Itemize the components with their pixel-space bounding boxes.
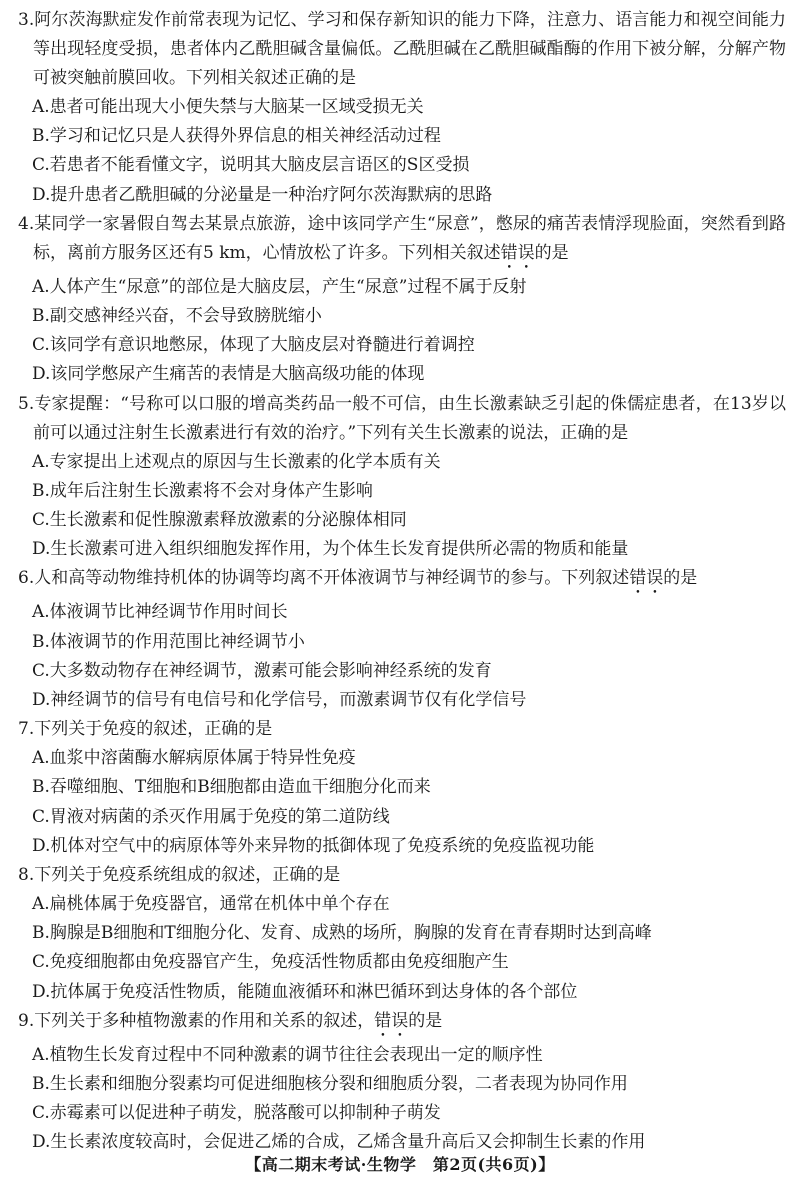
question-stem: 4.某同学一家暑假自驾去某景点旅游，途中该同学产生“尿意”，憋尿的痛苦表情浮现脸面，突然看到路标，离前方服务区还有5 km，心情放松了许多。下列相关叙述错误的是: [18, 213, 786, 263]
option-c: C.大多数动物存在神经调节，激素可能会影响神经系统的发育: [32, 660, 492, 681]
option-c: C.若患者不能看懂文字，说明其大脑皮层言语区的S区受损: [32, 155, 470, 176]
question-6: [18, 564, 786, 715]
option-c: C.胃液对病菌的杀灭作用属于免疫的第二道防线: [32, 806, 390, 827]
option-c: C.该同学有意识地憋尿，体现了大脑皮层对脊髓进行着调控: [32, 335, 475, 356]
question-stem: 9.下列关于多种植物激素的作用和关系的叙述，错误的是: [18, 1010, 443, 1031]
option-b: B.吞噬细胞、T细胞和B细胞都由造血干细胞分化而来: [32, 777, 431, 798]
option-c: C.赤霉素可以促进种子萌发，脱落酸可以抑制种子萌发: [32, 1103, 441, 1124]
option-a: A.血浆中溶菌酶水解病原体属于特异性免疫: [32, 748, 356, 769]
option-b: B.生长素和细胞分裂素均可促进细胞核分裂和细胞质分裂，二者表现为协同作用: [32, 1074, 628, 1095]
option-b: B.胸腺是B细胞和T细胞分化、发育、成熟的场所，胸腺的发育在青春期时达到高峰: [32, 923, 652, 944]
option-d: D.抗体属于免疫活性物质，能随血液循环和淋巴循环到达身体的各个部位: [32, 981, 578, 1002]
emphasis-text: 错误: [374, 1010, 409, 1031]
question-7: [18, 715, 786, 861]
emphasis-text: 错误: [500, 242, 535, 263]
question-8: [18, 861, 786, 1007]
option-b: B.学习和记忆只是人获得外界信息的相关神经活动过程: [32, 126, 441, 147]
question-stem: 5.专家提醒：“号称可以口服的增高类药品一般不可信，由生长激素缺乏引起的侏儒症患者，在13岁以前可以通过注射生长激素进行有效的治疗。”下列有关生长激素的说法，正确的是: [18, 393, 786, 443]
question-stem: 7.下列关于免疫的叙述，正确的是: [18, 719, 273, 740]
option-b: B.成年后注射生长激素将不会对身体产生影响: [32, 480, 373, 501]
page-footer: 【高二期末考试·生物学 第2页(共6页)】: [245, 1155, 555, 1174]
emphasis-text: 错误: [629, 568, 664, 589]
option-d: D.神经调节的信号有电信号和化学信号，而激素调节仅有化学信号: [32, 690, 527, 711]
option-c: C.免疫细胞都由免疫器官产生，免疫活性物质都由免疫细胞产生: [32, 952, 509, 973]
question-stem: 8.下列关于免疫系统组成的叙述，正确的是: [18, 865, 341, 886]
question-stem: 3.阿尔茨海默症发作前常表现为记忆、学习和保存新知识的能力下降，注意力、语言能力和视空间能力等出现轻度受损，患者体内乙酰胆碱含量偏低。乙酰胆碱在乙酰胆碱酯酶的作用下被分解，分解产物可被突触前膜回收。下列相关叙述正确的是: [18, 10, 786, 88]
option-a: A.扁桃体属于免疫器官，通常在机体中单个存在: [32, 894, 390, 915]
question-4: [18, 210, 786, 390]
option-d: D.机体对空气中的病原体等外来异物的抵御体现了免疫系统的免疫监视功能: [32, 835, 595, 856]
option-b: B.副交感神经兴奋，不会导致膀胱缩小: [32, 306, 322, 327]
option-d: D.生长激素可进入组织细胞发挥作用，为个体生长发育提供所必需的物质和能量: [32, 539, 629, 560]
question-5: [18, 390, 786, 565]
option-d: D.生长素浓度较高时，会促进乙烯的合成，乙烯含量升高后又会抑制生长素的作用: [32, 1132, 646, 1153]
option-a: A.患者可能出现大小便失禁与大脑某一区域受损无关: [32, 97, 424, 117]
option-b: B.体液调节的作用范围比神经调节小: [32, 631, 305, 652]
question-3: [18, 6, 786, 210]
question-9: [18, 1007, 786, 1158]
option-a: A.专家提出上述观点的原因与生长激素的化学本质有关: [32, 451, 441, 472]
option-a: A.植物生长发育过程中不同种激素的调节往往会表现出一定的顺序性: [32, 1044, 543, 1065]
option-d: D.提升患者乙酰胆碱的分泌量是一种治疗阿尔茨海默病的思路: [32, 184, 493, 205]
question-stem: 6.人和高等动物维持机体的协调等均离不开体液调节与神经调节的参与。下列叙述错误的是: [18, 568, 698, 589]
option-a: A.体液调节比神经调节作用时间长: [32, 602, 288, 623]
option-a: A.人体产生“尿意”的部位是大脑皮层，产生“尿意”过程不属于反射: [32, 276, 527, 297]
option-c: C.生长激素和促性腺激素释放激素的分泌腺体相同: [32, 510, 407, 531]
option-d: D.该同学憋尿产生痛苦的表情是大脑高级功能的体现: [32, 364, 425, 385]
